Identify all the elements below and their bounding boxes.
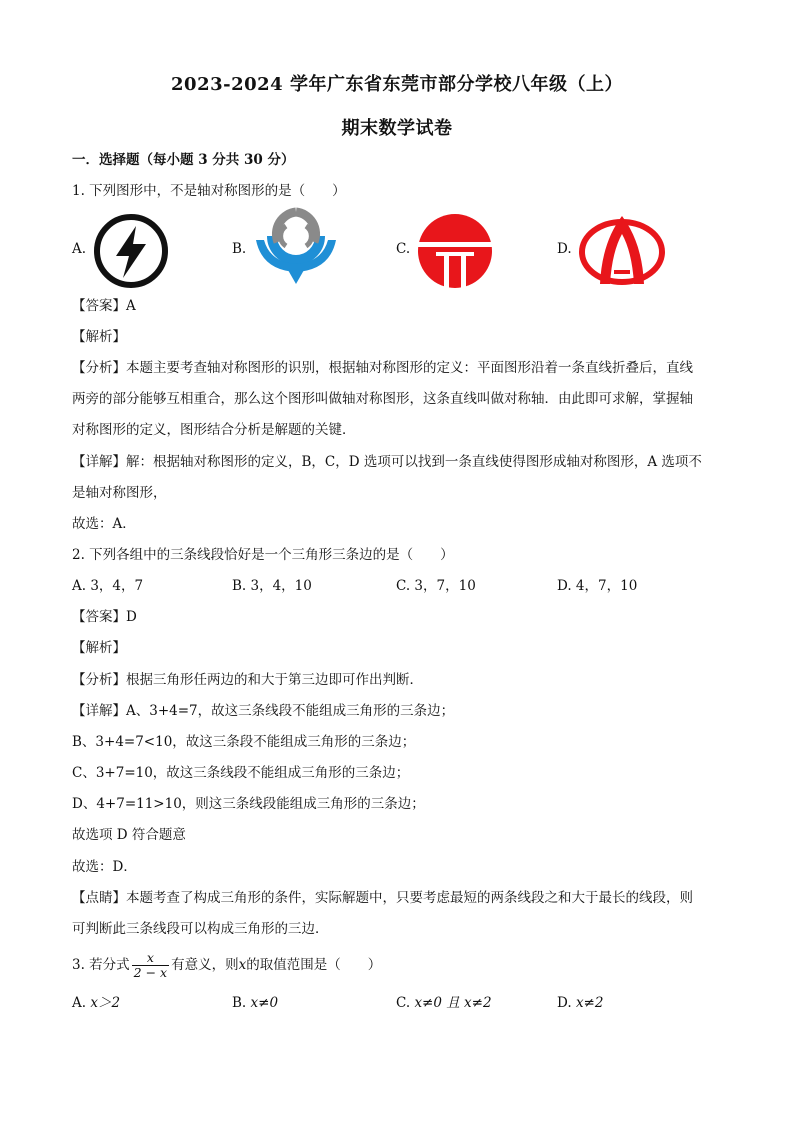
q3-stem-suffix: 的取值范围是（ ） xyxy=(246,957,382,973)
q3-option-d-value: x≠2 xyxy=(575,995,604,1011)
q1-analysis-line-1: 【分析】本题主要考查轴对称图形的识别，根据轴对称图形的定义：平面图形沿着一条直线折叠后，直线 xyxy=(72,360,693,376)
q3-option-b-label: B. xyxy=(232,995,251,1011)
q1-option-b-label: B. xyxy=(232,241,247,257)
q1-detail-line-1: 【详解】解：根据轴对称图形的定义，B，C，D 选项可以找到一条直线使得图形成轴对称图形，A 选项不 xyxy=(72,454,702,470)
q2-detail-line-4: D、4+7=11>10，则这三条线段能组成三角形的三条边； xyxy=(72,796,425,812)
section-heading: 一．选择题（每小题 3 分共 30 分） xyxy=(72,152,295,168)
q3-option-c-value: x≠0 且 x≠2 xyxy=(414,995,492,1011)
q2-detail-line-2: B、3+4=7<10，故这三条段不能组成三角形的三条边； xyxy=(72,734,416,750)
document-subtitle: 期末数学试卷 xyxy=(341,118,453,139)
q2-detail-line-3: C、3+7=10，故这三条线段不能组成三角形的三条边； xyxy=(72,765,410,781)
q3-option-c-label: C. xyxy=(396,995,415,1011)
q3-stem xyxy=(72,948,381,982)
q1-option-c-label: C. xyxy=(396,241,411,257)
q3-option-a-label: A. xyxy=(72,995,91,1011)
q3-fraction-denominator: 2 − x xyxy=(133,965,168,980)
q1-conclusion: 故选：A． xyxy=(72,516,136,532)
q2-option-a: A. 3，4，7 xyxy=(72,578,144,594)
q2-stem: 2. 下列各组中的三条线段恰好是一个三角形三条边的是（ ） xyxy=(72,547,454,563)
q3-option-a-value: x＞2 xyxy=(90,995,121,1011)
q2-note-line-2: 可判断此三条线段可以构成三角形的三边． xyxy=(72,921,329,937)
q3-option-a xyxy=(72,993,120,1013)
lightning-bolt-circle-icon xyxy=(92,212,170,290)
q3-stem-prefix: 3. 若分式 xyxy=(72,957,130,973)
blue-ring-emblem-icon xyxy=(252,206,340,288)
q2-answer: 【答案】D xyxy=(72,609,137,625)
document-title: 2023-2024 学年广东省东莞市部分学校八年级（上） xyxy=(171,74,623,95)
q2-detail-line-1: 【详解】A、3+4=7，故这三条线段不能组成三角形的三条边； xyxy=(72,703,455,719)
q3-option-c xyxy=(396,993,492,1013)
q2-option-c: C. 3，7，10 xyxy=(396,578,476,594)
red-a-shield-icon xyxy=(578,212,666,288)
q3-option-b-value: x≠0 xyxy=(250,995,279,1011)
q1-analysis-tag: 【解析】 xyxy=(72,329,126,345)
q1-answer: 【答案】A xyxy=(72,298,136,314)
q1-option-a-label: A. xyxy=(72,241,87,257)
q3-fraction-numerator: x xyxy=(132,951,169,966)
q2-detail-line-5: 故选项 D 符合题意 xyxy=(72,827,186,843)
q2-note-line-1: 【点睛】本题考查了构成三角形的条件，实际解题中，只要考虑最短的两条线段之和大于最长的线段，则 xyxy=(72,890,693,906)
q2-conclusion: 故选：D． xyxy=(72,859,137,875)
q3-option-d xyxy=(557,993,603,1013)
q1-analysis-line-3: 对称图形的定义，图形结合分析是解题的关键． xyxy=(72,422,356,438)
q1-stem: 1. 下列图形中，不是轴对称图形的是（ ） xyxy=(72,183,346,199)
q2-option-b: B. 3，4，10 xyxy=(232,578,312,594)
q3-stem-mid: 有意义，则 xyxy=(171,957,239,973)
q3-option-b xyxy=(232,993,278,1013)
q2-analysis-tag: 【解析】 xyxy=(72,640,126,656)
q3-variable: x xyxy=(238,957,247,973)
q2-analysis: 【分析】根据三角形任两边的和大于第三边即可作出判断． xyxy=(72,672,423,688)
q2-option-d: D. 4，7，10 xyxy=(557,578,638,594)
q1-analysis-line-2: 两旁的部分能够互相重合，那么这个图形叫做轴对称图形，这条直线叫做对称轴．由此即可求解，掌握轴 xyxy=(72,391,693,407)
q3-option-d-label: D. xyxy=(557,995,576,1011)
q3-fraction xyxy=(132,951,169,980)
q1-detail-line-2: 是轴对称图形， xyxy=(72,485,167,501)
q1-option-d-label: D. xyxy=(557,241,572,257)
red-circle-pi-icon xyxy=(416,212,494,290)
